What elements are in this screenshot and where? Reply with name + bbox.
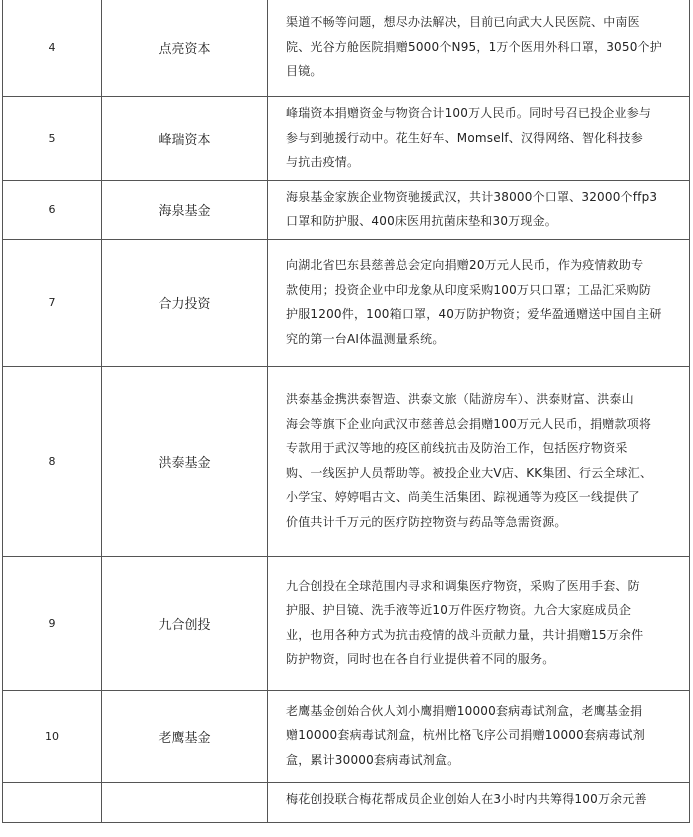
- donation-description: [268, 239, 690, 366]
- description-line: 洪泰基金携洪泰智造、洪泰文旅（陆游房车）、洪泰财富、洪泰山: [286, 392, 634, 406]
- institution-name: 峰瑞资本: [102, 97, 268, 181]
- row-number: 7: [3, 239, 102, 366]
- institution-name: 九合创投: [102, 556, 268, 690]
- description-line: 与抗击疫情。: [286, 155, 360, 169]
- description-line: 参与到驰援行动中。花生好车、Momself、汉得网络、智化科技参: [286, 130, 643, 145]
- description-line: 购、一线医护人员帮助等。被投企业大V店、KK集团、行云全球汇、: [286, 465, 653, 480]
- row-number: 6: [3, 180, 102, 239]
- description-line: 赠10000套病毒试剂盒，杭州比格飞序公司捐赠10000套病毒试剂: [286, 728, 645, 743]
- description-line: 渠道不畅等问题，想尽办法解决，目前已向武大人民医院、中南医: [286, 15, 640, 30]
- donation-description: [268, 180, 690, 239]
- table-row: [3, 366, 690, 556]
- institution-name: 海泉基金: [102, 180, 268, 239]
- description-line: 老鹰基金创始合伙人刘小鹰捐赠10000套病毒试剂盒，老鹰基金捐: [286, 703, 643, 718]
- row-number: 5: [3, 97, 102, 181]
- donation-description: [268, 782, 690, 822]
- table-row: [3, 556, 690, 690]
- description-line: 业，也用各种方式为抗击疫情的战斗贡献力量，共计捐赠15万余件: [286, 627, 644, 642]
- donation-description: [268, 366, 690, 556]
- description-line: 小学宝、婷婷唱古文、尚美生活集团、踪视通等为疫区一线提供了: [286, 490, 640, 504]
- table-row: [3, 690, 690, 782]
- institution-name: [102, 782, 268, 822]
- table-row: [3, 0, 690, 97]
- table-row: [3, 239, 690, 366]
- description-line: 护服、护目镜、洗手液等近10万件医疗物资。九合大家庭成员企: [286, 603, 632, 617]
- description-line: 海会等旗下企业向武汉市慈善总会捐赠100万元人民币，捐赠款项将: [286, 416, 652, 431]
- description-line: 院、光谷方舱医院捐赠5000个N95，1万个医用外科口罩，3050个护: [286, 39, 662, 54]
- institution-name: 点亮资本: [102, 0, 268, 97]
- description-line: 价值共计千万元的医疗防控物资与药品等急需资源。: [286, 514, 567, 529]
- institution-name: 老鹰基金: [102, 690, 268, 782]
- row-number: [3, 782, 102, 822]
- table-row: [3, 782, 690, 822]
- table-row: [3, 97, 690, 181]
- donation-table: [2, 0, 690, 823]
- description-line: 盒，累计30000套病毒试剂盒。: [286, 752, 460, 767]
- description-line: 护服1200件，100箱口罩，40万防护物资；爱华盈通赠送中国自主研: [286, 307, 662, 321]
- description-line: 目镜。: [286, 64, 323, 79]
- description-line: 梅花创投联合梅花帮成员企业创始人在3小时内共筹得100万余元善: [286, 791, 647, 806]
- description-line: 究的第一台AI体温测量系统。: [286, 331, 445, 346]
- description-line: 海泉基金家族企业物资驰援武汉，共计38000个口罩、32000个ffp3: [286, 189, 658, 204]
- description-line: 峰瑞资本捐赠资金与物资合计100万人民币。同时号召已投企业参与: [286, 106, 652, 120]
- donation-description: [268, 0, 690, 97]
- donation-description: [268, 97, 690, 181]
- row-number: 8: [3, 366, 102, 556]
- description-line: 九合创投在全球范围内寻求和调集医疗物资，采购了医用手套、防: [286, 578, 640, 593]
- description-line: 专款用于武汉等地的疫区前线抗击及防治工作，包括医疗物资采: [286, 441, 628, 455]
- description-line: 向湖北省巴东县慈善总会定向捐赠20万元人民币，作为疫情救助专: [286, 258, 644, 272]
- row-number: 4: [3, 0, 102, 97]
- description-line: 口罩和防护服、400床医用抗菌床垫和30万现金。: [286, 214, 557, 228]
- description-line: 防护物资，同时也在各自行业提供着不同的服务。: [286, 652, 555, 666]
- institution-name: 合力投资: [102, 239, 268, 366]
- description-line: 款使用；投资企业中印龙象从印度采购100万只口罩；工品汇采购防: [286, 282, 652, 297]
- table-row: [3, 180, 690, 239]
- row-number: 10: [3, 690, 102, 782]
- donation-description: [268, 690, 690, 782]
- row-number: 9: [3, 556, 102, 690]
- institution-name: 洪泰基金: [102, 366, 268, 556]
- donation-description: [268, 556, 690, 690]
